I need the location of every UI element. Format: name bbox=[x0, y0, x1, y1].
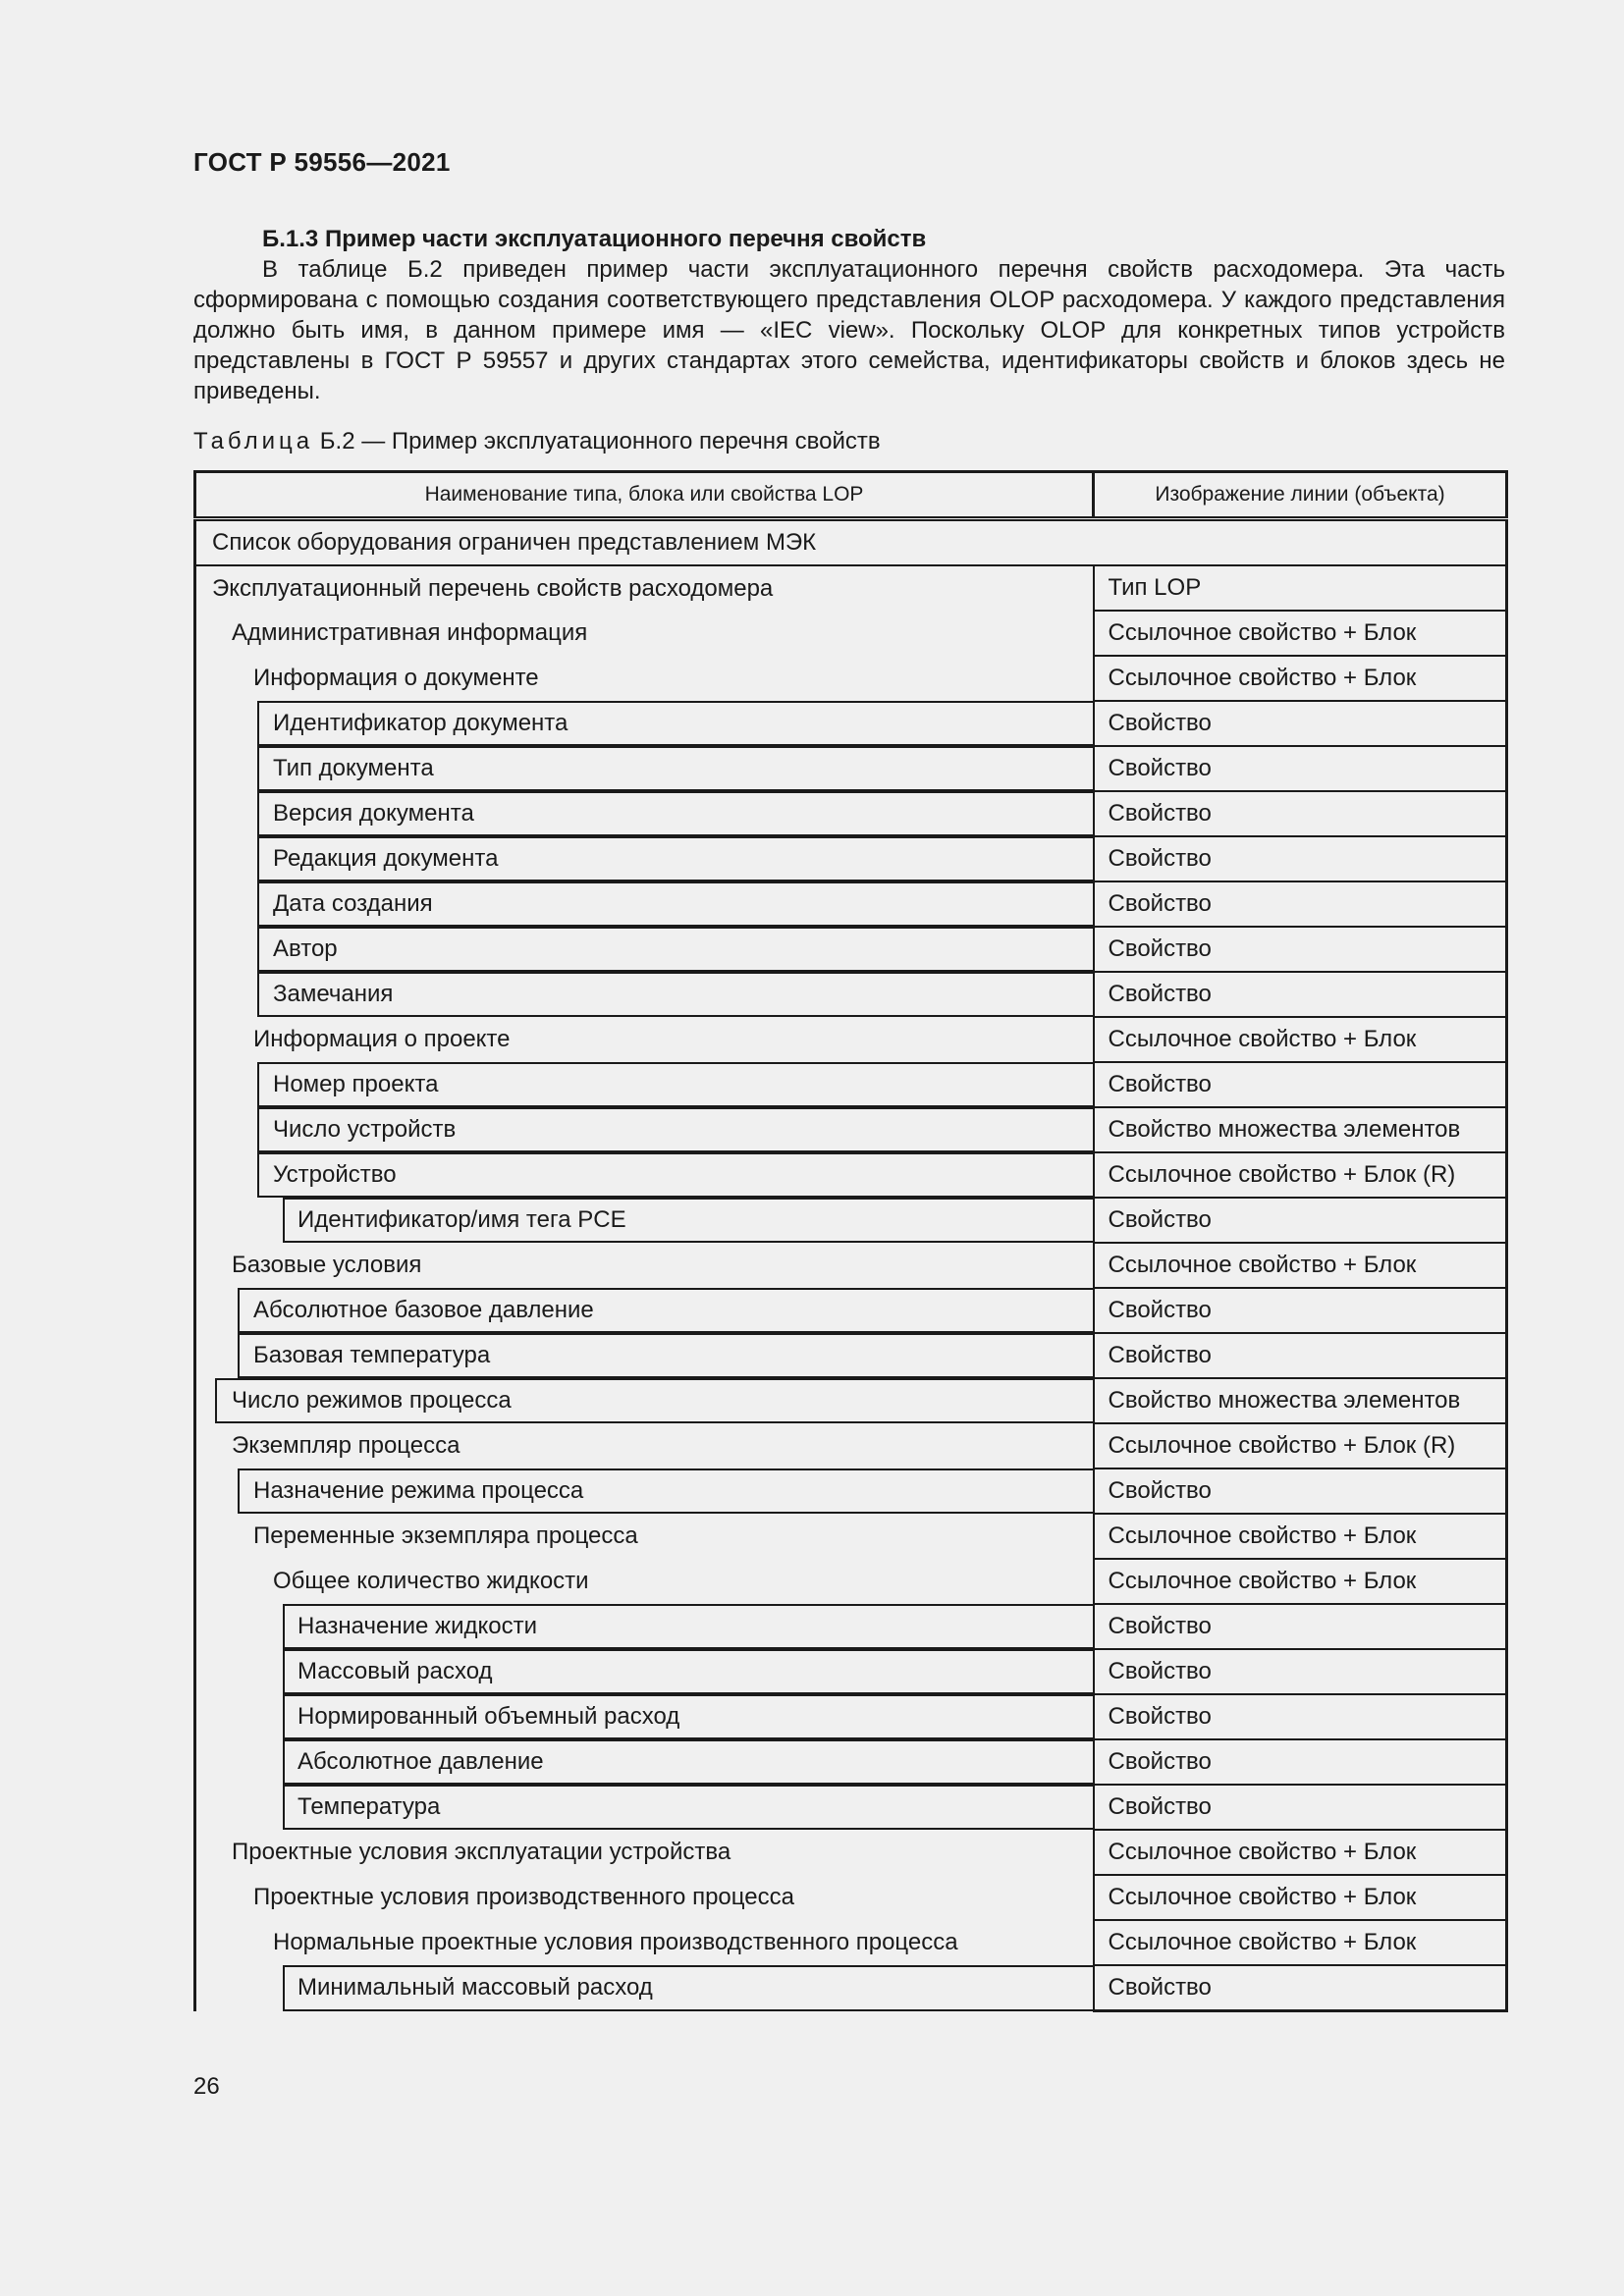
row-name: Проектные условия эксплуатации устройства bbox=[232, 1839, 731, 1865]
row-name: Минимальный массовый расход bbox=[298, 1974, 653, 2002]
table-row bbox=[195, 1198, 1507, 1243]
row-kind: Свойство bbox=[1094, 1062, 1507, 1107]
row-name: Число режимов процесса bbox=[232, 1387, 512, 1414]
row-name: Дата создания bbox=[273, 890, 433, 917]
table-row bbox=[195, 565, 1507, 611]
table-row bbox=[195, 701, 1507, 746]
row-kind: Свойство bbox=[1094, 972, 1507, 1017]
table-row bbox=[195, 1785, 1507, 1830]
row-kind: Свойство bbox=[1094, 1198, 1507, 1243]
row-name-cell bbox=[195, 1920, 1094, 1965]
row-name-cell bbox=[195, 1694, 1094, 1739]
row-name-cell bbox=[195, 1965, 1094, 2011]
row-name: Массовый расход bbox=[298, 1658, 493, 1684]
row-kind: Ссылочное свойство + Блок bbox=[1094, 611, 1507, 656]
table-row bbox=[195, 836, 1507, 881]
row-name-cell bbox=[195, 1514, 1094, 1559]
row-name-cell bbox=[195, 1875, 1094, 1920]
row-name: Эксплуатационный перечень свойств расходомера bbox=[212, 574, 774, 602]
row-name: Абсолютное давление bbox=[298, 1748, 544, 1775]
row-name-cell bbox=[195, 1378, 1094, 1423]
row-kind: Ссылочное свойство + Блок (R) bbox=[1094, 1152, 1507, 1198]
row-name: Редакция документа bbox=[273, 845, 499, 872]
row-kind: Свойство bbox=[1094, 1333, 1507, 1378]
row-kind: Ссылочное свойство + Блок bbox=[1094, 1830, 1507, 1875]
row-kind: Тип LOP bbox=[1094, 565, 1507, 611]
row-name-cell bbox=[195, 1152, 1094, 1198]
row-kind: Свойство bbox=[1094, 701, 1507, 746]
row-name: Идентификатор документа bbox=[273, 710, 568, 736]
row-kind: Свойство bbox=[1094, 836, 1507, 881]
table-row bbox=[195, 1017, 1507, 1062]
table-row bbox=[195, 1875, 1507, 1920]
table-row bbox=[195, 1920, 1507, 1965]
row-name: Устройство bbox=[273, 1161, 397, 1188]
row-name: Общее количество жидкости bbox=[273, 1568, 589, 1594]
row-name: Абсолютное базовое давление bbox=[253, 1297, 594, 1323]
row-kind: Ссылочное свойство + Блок bbox=[1094, 1559, 1507, 1604]
row-name: Число устройств bbox=[273, 1116, 457, 1143]
row-name-cell bbox=[195, 1604, 1094, 1649]
row-kind: Свойство bbox=[1094, 927, 1507, 972]
table-row bbox=[195, 1604, 1507, 1649]
row-name: Информация о проекте bbox=[253, 1026, 511, 1052]
row-name: Идентификатор/имя тега PCE bbox=[298, 1206, 626, 1233]
row-name-cell bbox=[195, 972, 1094, 1017]
row-kind: Ссылочное свойство + Блок bbox=[1094, 1920, 1507, 1965]
table-row bbox=[195, 1514, 1507, 1559]
row-kind: Ссылочное свойство + Блок bbox=[1094, 1875, 1507, 1920]
table-row bbox=[195, 1649, 1507, 1694]
row-name: Базовые условия bbox=[232, 1252, 422, 1278]
row-kind: Ссылочное свойство + Блок bbox=[1094, 656, 1507, 701]
row-name-cell bbox=[195, 1423, 1094, 1468]
table-row bbox=[195, 1739, 1507, 1785]
row-kind: Свойство bbox=[1094, 1739, 1507, 1785]
table-row bbox=[195, 1152, 1507, 1198]
section-title: Б.1.3 Пример части эксплуатационного перечня свойств bbox=[262, 226, 927, 252]
row-name: Проектные условия производственного процесса bbox=[253, 1884, 794, 1910]
row-name: Тип документа bbox=[273, 755, 434, 781]
table-row bbox=[195, 1333, 1507, 1378]
row-name-cell bbox=[195, 791, 1094, 836]
row-name: Информация о документе bbox=[253, 665, 539, 691]
row-kind: Свойство bbox=[1094, 1649, 1507, 1694]
row-name: Нормированный объемный расход bbox=[298, 1703, 680, 1730]
table-row bbox=[195, 1243, 1507, 1288]
row-name: Температура bbox=[298, 1793, 441, 1820]
row-name-cell bbox=[195, 1243, 1094, 1288]
row-name: Назначение режима процесса bbox=[253, 1477, 584, 1504]
row-name-cell bbox=[195, 1739, 1094, 1785]
column-header-name: Наименование типа, блока или свойства LOP bbox=[195, 472, 1094, 519]
row-name-cell bbox=[195, 656, 1094, 701]
row-name-cell bbox=[195, 1468, 1094, 1514]
lop-table bbox=[193, 470, 1508, 2012]
row-name-cell bbox=[195, 1198, 1094, 1243]
row-kind: Свойство bbox=[1094, 746, 1507, 791]
table-row bbox=[195, 927, 1507, 972]
row-kind: Свойство множества элементов bbox=[1094, 1107, 1507, 1152]
table-row bbox=[195, 1423, 1507, 1468]
table-row bbox=[195, 1559, 1507, 1604]
row-kind: Ссылочное свойство + Блок (R) bbox=[1094, 1423, 1507, 1468]
section-b13 bbox=[193, 224, 1505, 406]
row-kind: Свойство bbox=[1094, 1965, 1507, 2011]
row-name: Нормальные проектные условия производственного процесса bbox=[273, 1929, 958, 1955]
row-name: Номер проекта bbox=[273, 1071, 439, 1097]
row-name-cell bbox=[195, 1649, 1094, 1694]
table-row bbox=[195, 746, 1507, 791]
row-name-cell bbox=[195, 1830, 1094, 1875]
row-name-cell bbox=[195, 1107, 1094, 1152]
row-kind: Свойство bbox=[1094, 881, 1507, 927]
table-row bbox=[195, 1694, 1507, 1739]
column-header-kind: Изображение линии (объекта) bbox=[1094, 472, 1507, 519]
row-name: Административная информация bbox=[232, 619, 588, 646]
span-row-label: Список оборудования ограничен представлением МЭК bbox=[195, 519, 1507, 566]
table-row bbox=[195, 791, 1507, 836]
row-name: Переменные экземпляра процесса bbox=[253, 1522, 638, 1549]
row-name-cell bbox=[195, 881, 1094, 927]
row-name-cell bbox=[195, 836, 1094, 881]
row-name: Назначение жидкости bbox=[298, 1613, 537, 1639]
row-name-cell bbox=[195, 1017, 1094, 1062]
table-row bbox=[195, 881, 1507, 927]
row-name-cell bbox=[195, 927, 1094, 972]
row-name: Замечания bbox=[273, 981, 394, 1007]
span-row bbox=[195, 519, 1507, 566]
row-name-cell bbox=[195, 565, 1094, 611]
table-header-row bbox=[195, 472, 1507, 519]
table-row bbox=[195, 972, 1507, 1017]
table-row bbox=[195, 611, 1507, 656]
row-kind: Ссылочное свойство + Блок bbox=[1094, 1017, 1507, 1062]
row-kind: Свойство bbox=[1094, 1288, 1507, 1333]
table-row bbox=[195, 656, 1507, 701]
table-row bbox=[195, 1830, 1507, 1875]
row-name: Базовая температура bbox=[253, 1342, 491, 1368]
row-name-cell bbox=[195, 1062, 1094, 1107]
table-row bbox=[195, 1378, 1507, 1423]
row-name-cell bbox=[195, 611, 1094, 656]
row-name-cell bbox=[195, 1785, 1094, 1830]
row-name: Версия документа bbox=[273, 800, 474, 827]
row-kind: Свойство множества элементов bbox=[1094, 1378, 1507, 1423]
table-caption bbox=[193, 428, 881, 455]
row-kind: Свойство bbox=[1094, 791, 1507, 836]
row-name-cell bbox=[195, 1333, 1094, 1378]
row-kind: Свойство bbox=[1094, 1604, 1507, 1649]
table-row bbox=[195, 1062, 1507, 1107]
row-kind: Свойство bbox=[1094, 1785, 1507, 1830]
row-name-cell bbox=[195, 1559, 1094, 1604]
row-name-cell bbox=[195, 701, 1094, 746]
row-kind: Свойство bbox=[1094, 1468, 1507, 1514]
row-name: Автор bbox=[273, 935, 338, 962]
row-kind: Свойство bbox=[1094, 1694, 1507, 1739]
row-kind: Ссылочное свойство + Блок bbox=[1094, 1514, 1507, 1559]
table-caption-prefix: Таблица bbox=[193, 428, 314, 454]
document-code: ГОСТ Р 59556—2021 bbox=[193, 147, 451, 177]
row-name: Экземпляр процесса bbox=[232, 1432, 460, 1459]
row-name-cell bbox=[195, 1288, 1094, 1333]
row-name-cell bbox=[195, 746, 1094, 791]
page-number: 26 bbox=[193, 2073, 220, 2100]
section-paragraph: В таблице Б.2 приведен пример части эксплуатационного перечня свойств расходомера. Эта часть сформирована с помощью создания соответствующего представления OLOP расходомера. У каждого представления должно быть имя, в данном примере имя — «IEC view». Поскольку OLOP для конкретных типов устройств представлены в ГОСТ Р 59557 и других стандартах этого семейства, идентификаторы свойств и блоков здесь не приведены. bbox=[193, 256, 1505, 404]
table-row bbox=[195, 1468, 1507, 1514]
table-caption-rest: Б.2 — Пример эксплуатационного перечня свойств bbox=[319, 428, 881, 454]
row-kind: Ссылочное свойство + Блок bbox=[1094, 1243, 1507, 1288]
table-row bbox=[195, 1107, 1507, 1152]
table-row bbox=[195, 1288, 1507, 1333]
table-row bbox=[195, 1965, 1507, 2011]
